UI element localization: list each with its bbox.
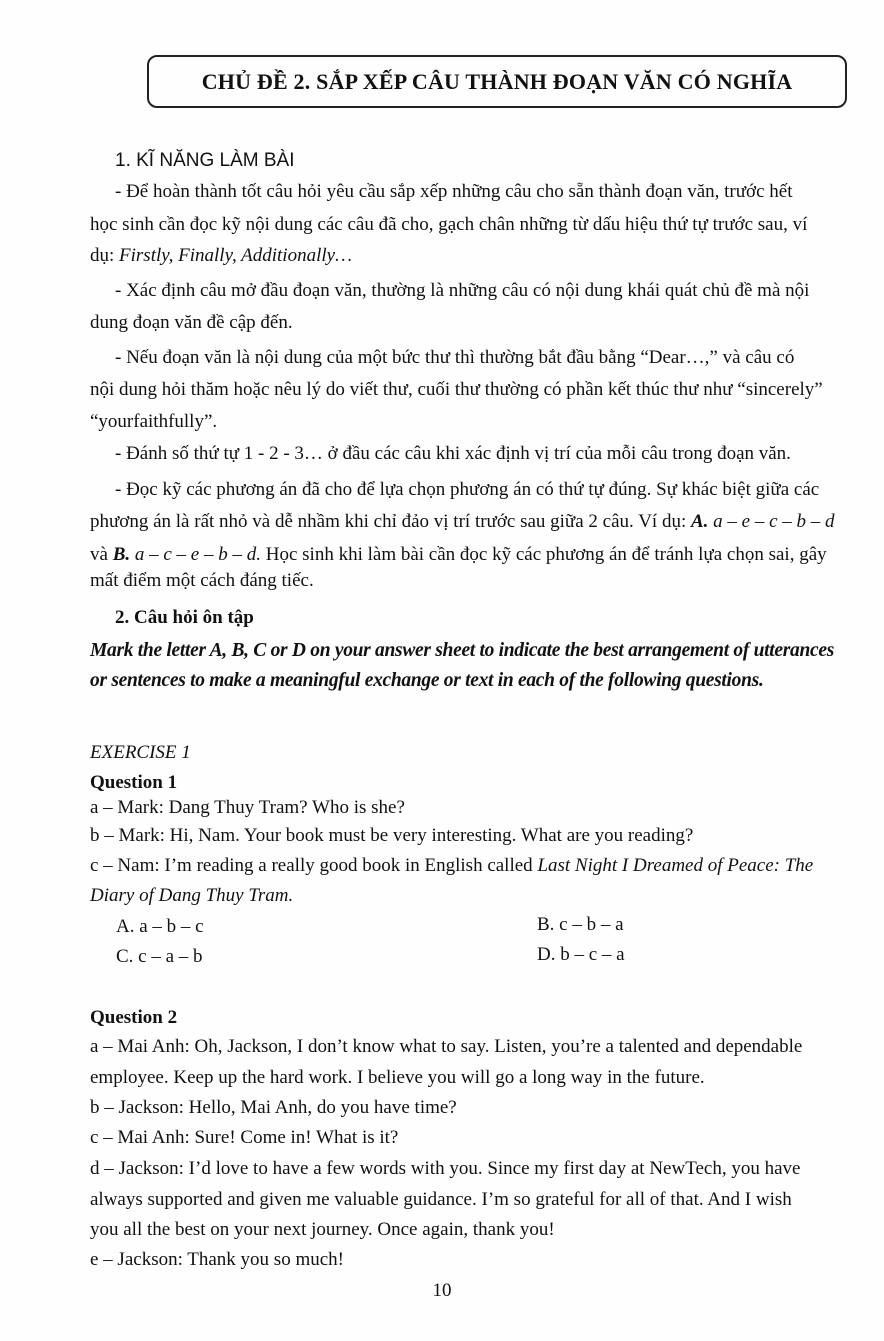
paragraph-line: - Xác định câu mở đầu đoạn văn, thường là những câu có nội dung khái quát chủ đề mà nội xyxy=(115,280,810,301)
section1-heading: 1. KĨ NĂNG LÀM BÀI xyxy=(115,150,295,171)
topic-title: CHỦ ĐỀ 2. SẮP XẾP CÂU THÀNH ĐOẠN VĂN CÓ NGHĨA xyxy=(201,68,793,94)
question-title: Question 2 xyxy=(90,1007,178,1028)
section2-heading: 2. Câu hỏi ôn tập xyxy=(115,607,254,628)
question-line: Diary of Dang Thuy Tram. xyxy=(90,885,294,906)
question-line: b – Jackson: Hello, Mai Anh, do you have time? xyxy=(90,1097,457,1118)
option-label: A. xyxy=(690,511,709,532)
exercise-label: EXERCISE 1 xyxy=(90,742,191,763)
question-line: you all the best on your next journey. Once again, thank you! xyxy=(90,1219,555,1240)
paragraph-line: dung đoạn văn đề cập đến. xyxy=(90,312,293,333)
instruction-line: Mark the letter A, B, C or D on your answer sheet to indicate the best arrangement of utterances xyxy=(90,640,835,661)
paragraph-line: - Đánh số thứ tự 1 - 2 - 3… ở đầu các câu khi xác định vị trí của mỗi câu trong đoạn văn. xyxy=(115,443,791,464)
answer-option-b[interactable]: B. c – b – a xyxy=(537,914,624,935)
answer-option-c[interactable]: C. c – a – b xyxy=(116,946,203,967)
option-label: B. xyxy=(112,544,131,565)
text-span: phương án là rất nhỏ và dễ nhầm khi chỉ đảo vị trí trước sau giữa 2 câu. Ví dụ: xyxy=(90,511,691,532)
book-title: Last Night I Dreamed of Peace: The xyxy=(537,855,814,876)
question-line: employee. Keep up the hard work. I believe you will go a long way in the future. xyxy=(90,1067,705,1088)
paragraph-line: “yourfaithfully”. xyxy=(90,411,218,432)
instruction-line: or sentences to make a meaningful exchange or text in each of the following questions. xyxy=(90,670,764,691)
question-line: d – Jackson: I’d love to have a few words with you. Since my first day at NewTech, you have xyxy=(90,1158,801,1179)
question-line: c – Mai Anh: Sure! Come in! What is it? xyxy=(90,1127,399,1148)
question-title: Question 1 xyxy=(90,772,178,793)
question-line: a – Mark: Dang Thuy Tram? Who is she? xyxy=(90,797,405,818)
page-number: 10 xyxy=(432,1280,452,1301)
question-line: e – Jackson: Thank you so much! xyxy=(90,1249,344,1270)
text-span: Học sinh khi làm bài cần đọc kỹ các phương án để tránh lựa chọn sai, gây xyxy=(261,544,827,565)
answer-option-a[interactable]: A. a – b – c xyxy=(116,916,204,937)
example-sequence: a – c – e – b – d. xyxy=(130,544,261,565)
answer-option-d[interactable]: D. b – c – a xyxy=(537,944,625,965)
paragraph-line: - Nếu đoạn văn là nội dung của một bức thư thì thường bắt đầu bằng “Dear…,” và câu có xyxy=(115,347,795,368)
text-span: và xyxy=(90,544,113,565)
paragraph-line: nội dung hỏi thăm hoặc nêu lý do viết thư, cuối thư thường có phần kết thúc thư như “sincerely” xyxy=(90,379,823,400)
text-span: c – Nam: I’m reading a really good book in English called xyxy=(90,855,538,876)
topic-title-box xyxy=(147,55,847,108)
paragraph-line xyxy=(90,510,835,534)
question-line xyxy=(90,854,813,878)
paragraph-line: - Để hoàn thành tốt câu hỏi yêu cầu sắp xếp những câu cho sẵn thành đoạn văn, trước hết xyxy=(115,181,793,202)
example-words: Firstly, Finally, Additionally… xyxy=(119,245,352,266)
paragraph-line xyxy=(90,543,827,567)
paragraph-line: - Đọc kỹ các phương án đã cho để lựa chọn phương án có thứ tự đúng. Sự khác biệt giữa các xyxy=(115,479,820,500)
question-line: b – Mark: Hi, Nam. Your book must be very interesting. What are you reading? xyxy=(90,825,694,846)
paragraph-line: học sinh cần đọc kỹ nội dung các câu đã cho, gạch chân những từ dấu hiệu thứ tự trước sau, ví xyxy=(90,214,808,235)
question-line: a – Mai Anh: Oh, Jackson, I don’t know what to say. Listen, you’re a talented and dependable xyxy=(90,1036,803,1057)
example-sequence: a – e – c – b – d xyxy=(708,511,835,532)
paragraph-line xyxy=(90,244,352,268)
question-line: always supported and given me valuable guidance. I’m so grateful for all of that. And I wish xyxy=(90,1189,792,1210)
paragraph-line: mất điểm một cách đáng tiếc. xyxy=(90,570,314,591)
text-span: dụ: xyxy=(90,245,120,266)
